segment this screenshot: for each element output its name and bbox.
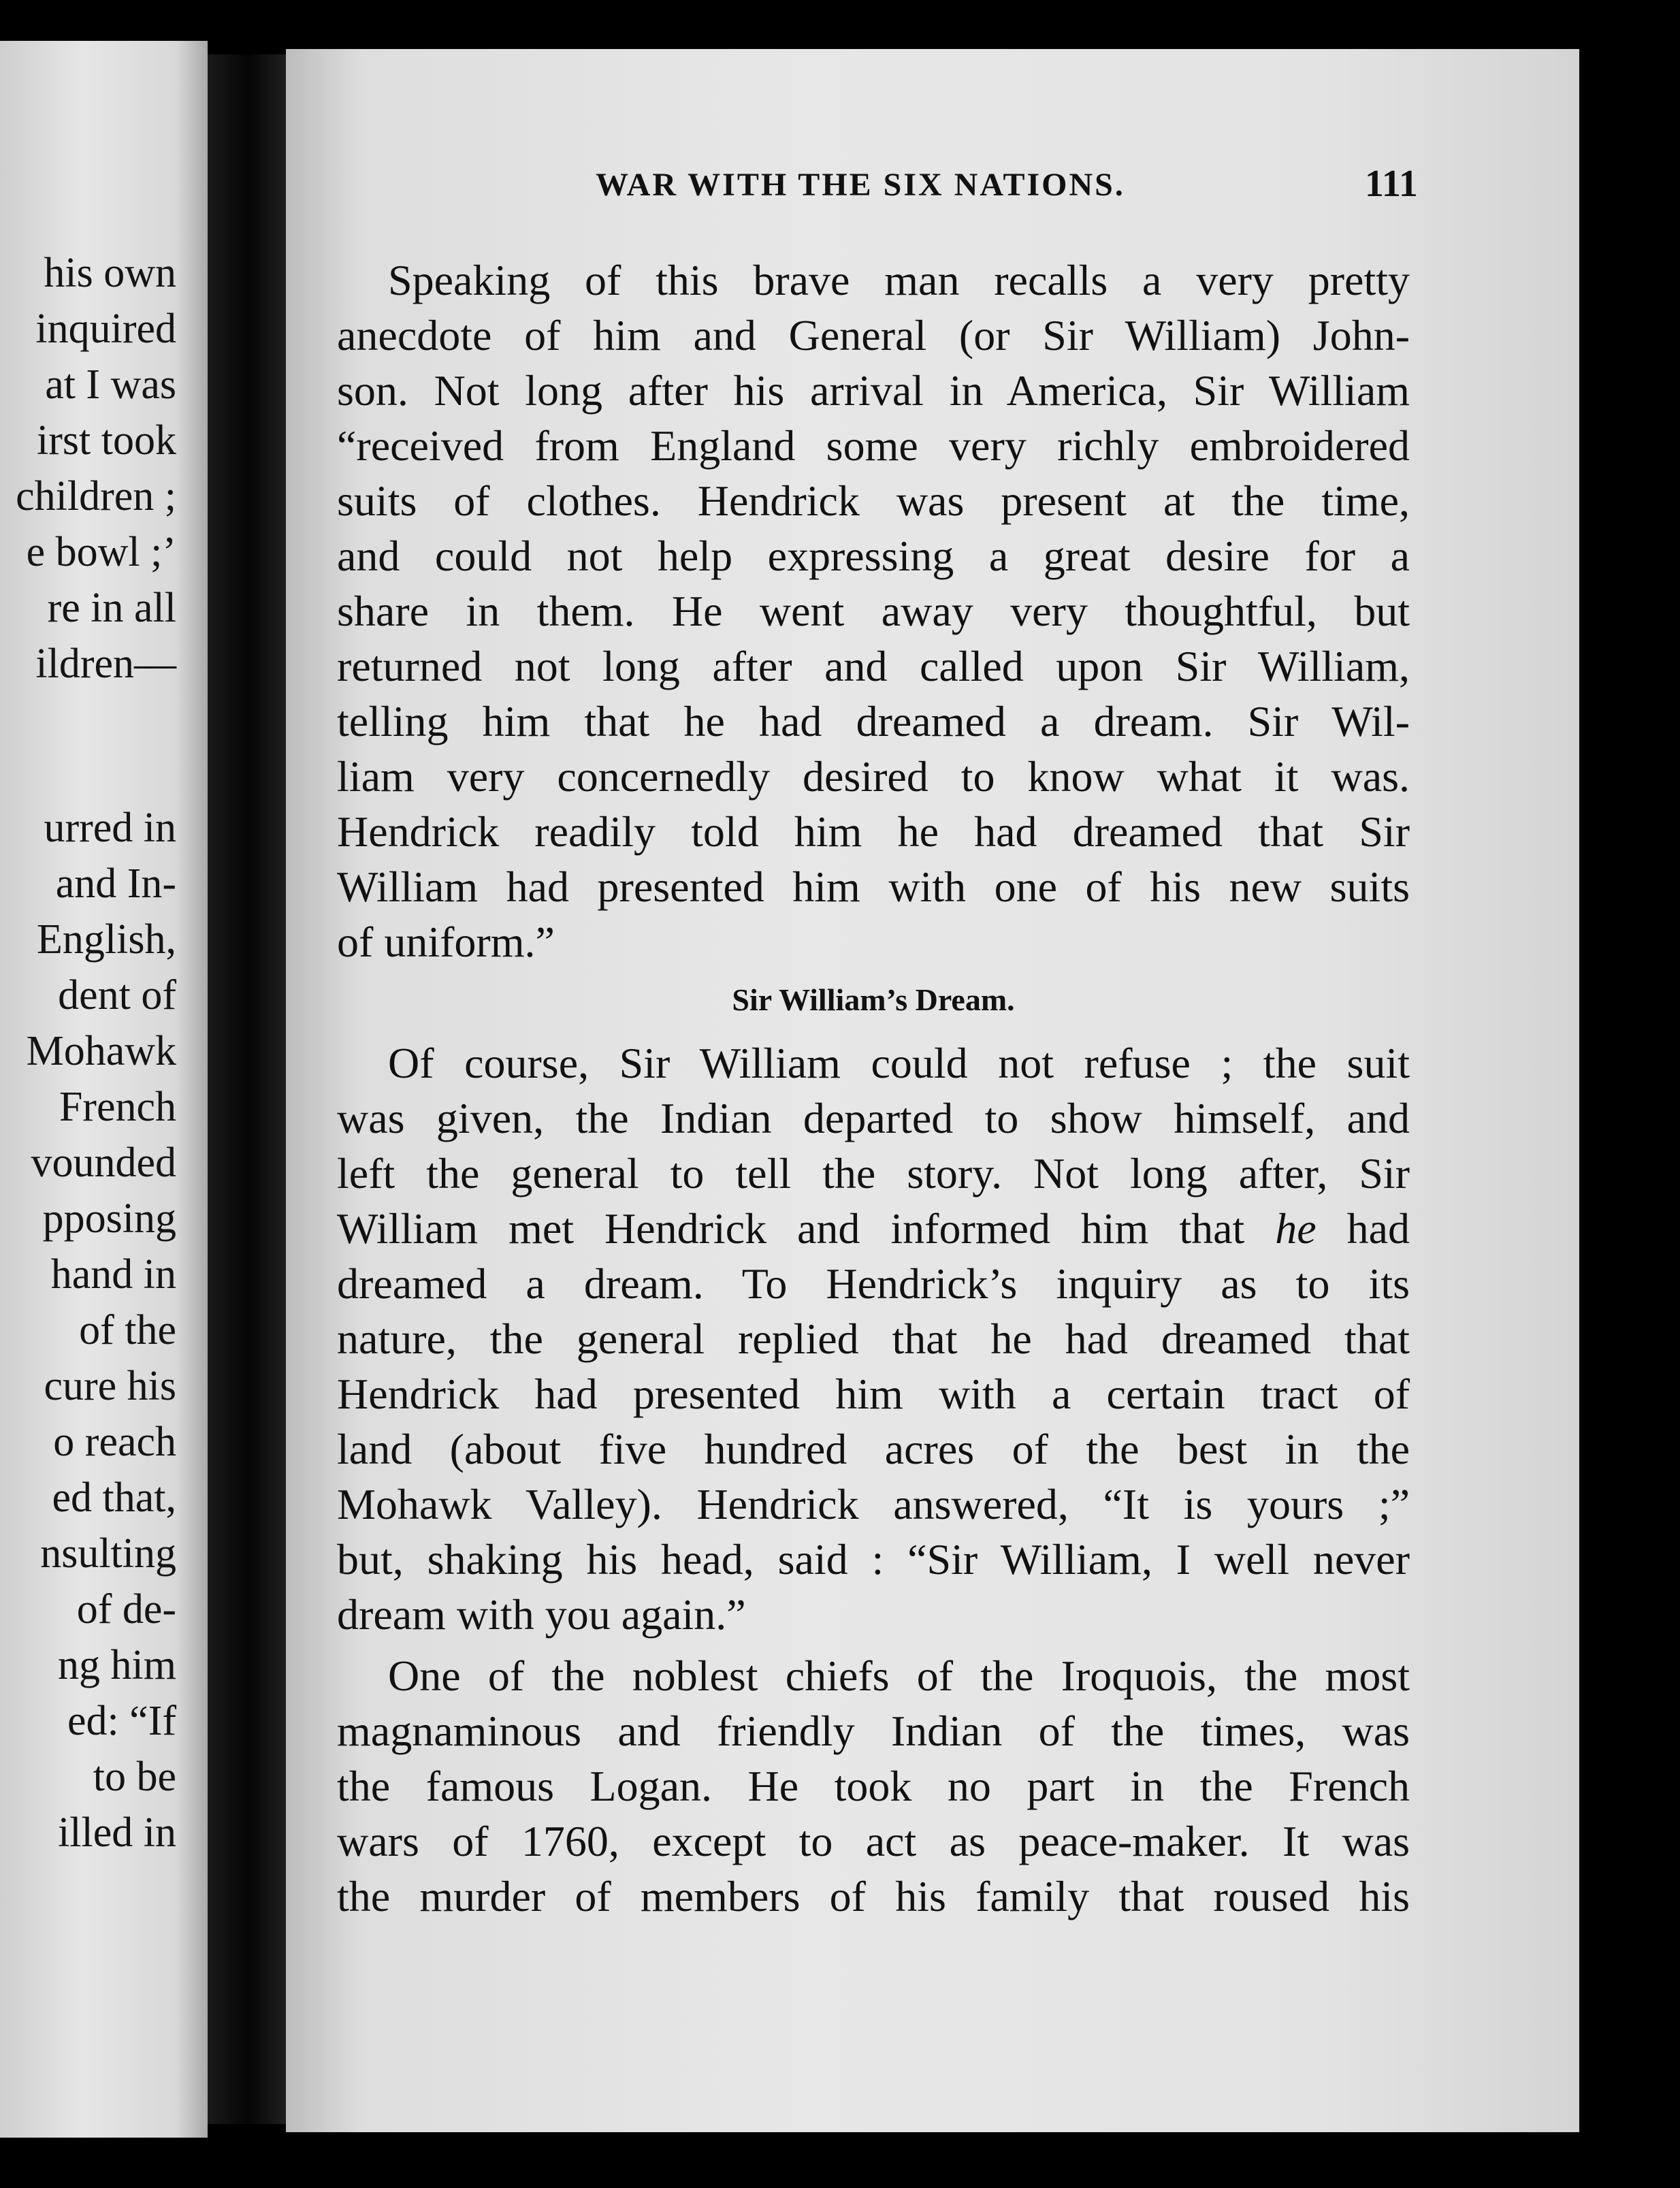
left-line: vounded xyxy=(31,1140,176,1186)
left-line: o reach xyxy=(53,1419,176,1465)
paragraph-line: liam very concernedly desired to know what it was. xyxy=(337,752,1410,801)
left-line: ng him xyxy=(58,1642,176,1688)
paragraph-line: One of the noblest chiefs of the Iroquois, the most xyxy=(388,1652,1410,1700)
left-line: irst took xyxy=(37,417,176,464)
paragraph-line: was given, the Indian departed to show himself, and xyxy=(337,1094,1410,1142)
left-line: pposing xyxy=(42,1195,176,1242)
paragraph-line: of uniform.” xyxy=(337,918,555,966)
paragraph-line: wars of 1760, except to act as peace-maker. It was xyxy=(337,1817,1410,1865)
paragraph-line: the murder of members of his family that roused his xyxy=(337,1872,1410,1920)
paragraph-line: left the general to tell the story. Not long after, Sir xyxy=(337,1149,1410,1197)
paragraph-line: dream with you again.” xyxy=(337,1590,746,1639)
left-line: urred in xyxy=(44,805,176,851)
paragraph-line: Speaking of this brave man recalls a very pretty xyxy=(388,256,1410,304)
left-line: to be xyxy=(93,1754,176,1800)
left-line: inquired xyxy=(35,306,176,352)
paragraph-line: Hendrick had presented him with a certain tract of xyxy=(337,1370,1410,1418)
paragraph-line: “received from England some very richly embroidered xyxy=(337,421,1410,470)
left-line: dent of xyxy=(58,972,176,1018)
left-line: his own xyxy=(44,250,176,296)
paragraph-line: returned not long after and called upon Sir William, xyxy=(337,642,1410,690)
left-line: of de- xyxy=(76,1586,176,1632)
left-line: ildren— xyxy=(35,641,176,687)
line-text: had xyxy=(1346,1204,1410,1253)
paragraph-line: magnaminous and friendly Indian of the times, was xyxy=(337,1707,1410,1755)
left-page-fragment xyxy=(0,41,208,2138)
paragraph-line: William had presented him with one of his new suits xyxy=(337,863,1410,911)
paragraph-line: nature, the general replied that he had dreamed that xyxy=(337,1315,1410,1363)
book-gutter xyxy=(208,54,289,2124)
paragraph-line: suits of clothes. Hendrick was present at the time, xyxy=(337,477,1410,525)
paragraph-line: Mohawk Valley). Hendrick answered, “It is yours ;” xyxy=(337,1480,1410,1528)
paragraph-line: son. Not long after his arrival in America, Sir William xyxy=(337,366,1410,415)
left-line: cure his xyxy=(44,1363,176,1409)
left-line: children ; xyxy=(16,473,176,519)
paragraph-line: and could not help expressing a great desire for a xyxy=(337,532,1410,580)
paragraph-line: but, shaking his head, said : “Sir William, I well never xyxy=(337,1535,1410,1583)
paragraph-line: land (about five hundred acres of the best in the xyxy=(337,1425,1410,1473)
paragraph-line: dreamed a dream. To Hendrick’s inquiry as to its xyxy=(337,1259,1410,1308)
running-header: WAR WITH THE SIX NATIONS. xyxy=(596,167,1125,203)
paragraph-line: Of course, Sir William could not refuse ; the suit xyxy=(388,1039,1410,1087)
left-line: hand in xyxy=(50,1251,176,1298)
right-page xyxy=(286,49,1579,2132)
left-line: English, xyxy=(37,916,176,963)
left-line: e bowl ;’ xyxy=(26,529,176,575)
left-line: at I was xyxy=(45,361,176,408)
left-line: Mohawk xyxy=(26,1028,176,1074)
paragraph-line: anecdote of him and General (or Sir William) John- xyxy=(337,311,1410,359)
left-line: of the xyxy=(79,1307,176,1353)
left-line: ed that, xyxy=(52,1475,176,1521)
paragraph-line: share in them. He went away very thoughtful, but xyxy=(337,587,1410,635)
paragraph-line: Hendrick readily told him he had dreamed that Sir xyxy=(337,807,1410,856)
line-text: William met Hendrick and informed him that xyxy=(337,1204,1245,1253)
left-line: and In- xyxy=(55,860,176,907)
left-line: illed in xyxy=(58,1809,176,1856)
left-line: French xyxy=(59,1084,176,1130)
paragraph-line: telling him that he had dreamed a dream. Sir Wil- xyxy=(337,697,1410,745)
emphasized-word: he xyxy=(1275,1204,1316,1253)
left-line: ed: “If xyxy=(67,1698,176,1744)
page-number: 111 xyxy=(1365,163,1418,205)
paragraph-line: the famous Logan. He took no part in the French xyxy=(337,1762,1410,1810)
left-line: re in all xyxy=(47,585,176,631)
paragraph-line xyxy=(337,1202,1410,1256)
left-line: nsulting xyxy=(40,1530,176,1577)
section-heading: Sir William’s Dream. xyxy=(732,982,1015,1017)
